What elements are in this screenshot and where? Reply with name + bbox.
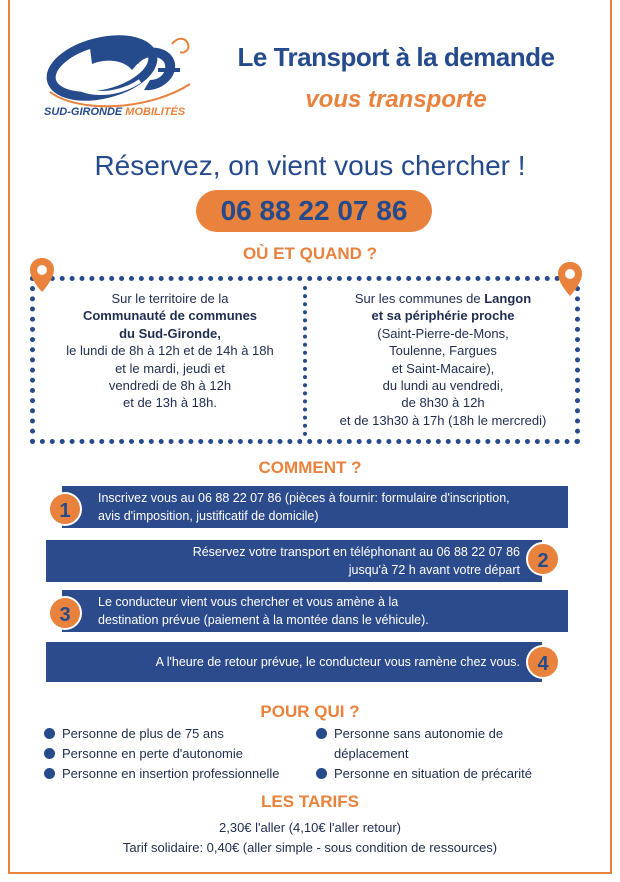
step-bar	[46, 540, 542, 582]
price-line: Tarif solidaire: 0,40€ (aller simple - sous condition de ressources)	[122, 840, 498, 855]
where-left-line: et le mardi, jeudi et	[115, 360, 225, 376]
who-list-right	[314, 724, 532, 784]
where-right-line: (Saint-Pierre-de-Mons,	[377, 325, 509, 341]
where-right-line: et sa périphérie proche	[371, 308, 515, 324]
step-bar	[62, 590, 568, 632]
reserve-headline: Réservez, on vient vous chercher !	[94, 150, 526, 181]
step-number: 2	[526, 542, 560, 576]
step-number: 4	[526, 645, 560, 679]
where-left-line: le lundi de 8h à 12h et de 14h à 18h	[66, 343, 274, 359]
step-text: Inscrivez vous au 06 88 22 07 86 (pièces à fournir: formulaire d'inscription,	[98, 491, 510, 505]
where-right-line: et Saint-Macaire),	[391, 360, 495, 376]
where-left-line: Sur le territoire de la	[111, 291, 229, 306]
page-title: Le Transport à la demande	[237, 42, 555, 72]
where-right-line: du lundi au vendredi,	[382, 378, 504, 394]
where-when-divider	[303, 286, 307, 436]
where-left-line: du Sud-Gironde,	[119, 325, 221, 341]
step-text: jusqu'à 72 h avant votre départ	[348, 563, 520, 577]
where-left-column	[42, 290, 298, 412]
step-text: Réservez votre transport en téléphonant au 06 88 22 07 86	[192, 545, 520, 559]
list-item: Personne en situation de précarité	[314, 764, 532, 784]
sud-gironde-logo	[40, 26, 200, 116]
where-right-column	[312, 290, 574, 429]
step-bar	[62, 486, 568, 528]
list-item: Personne en insertion professionnelle	[42, 764, 280, 784]
who-list-left	[42, 724, 280, 784]
step-number: 1	[48, 492, 82, 526]
phone-number-badge: 06 88 22 07 86	[196, 190, 432, 232]
step-text: Le conducteur vient vous chercher et vous amène à la	[98, 595, 399, 609]
list-item: Personne de plus de 75 ans	[42, 724, 280, 744]
step-text: A l'heure de retour prévue, le conducteur vous ramène chez vous.	[155, 655, 520, 669]
list-item: Personne sans autonomie de déplacement	[314, 724, 532, 764]
logo-wordmark: SUD-GIRONDE MOBILITÉS	[44, 106, 186, 118]
prices-heading: LES TARIFS	[261, 792, 359, 811]
who-heading: POUR QUI ?	[260, 702, 360, 721]
how-heading: COMMENT ?	[258, 458, 362, 477]
where-left-line: et de 13h à 18h.	[123, 395, 217, 411]
where-left-line: Communauté de communes	[82, 308, 258, 324]
page-subtitle: vous transporte	[305, 86, 487, 113]
where-left-line: vendredi de 8h à 12h	[108, 378, 232, 394]
where-right-line: Sur les communes de Langon	[354, 291, 532, 306]
step-bar	[46, 642, 542, 682]
step-number: 3	[48, 596, 82, 630]
where-right-line: Toulenne, Fargues	[389, 343, 497, 359]
step-text: destination prévue (paiement à la montée dans le véhicule).	[98, 613, 429, 627]
step-text: avis d'imposition, justificatif de domicile)	[98, 509, 319, 523]
where-right-line: de 8h30 à 12h	[401, 395, 485, 411]
list-item: Personne en perte d'autonomie	[42, 744, 280, 764]
where-right-line: et de 13h30 à 17h (18h le mercredi)	[339, 412, 547, 428]
location-pin-icon	[30, 258, 54, 292]
where-when-heading: OÙ ET QUAND ?	[242, 244, 378, 263]
price-line: 2,30€ l'aller (4,10€ l'aller retour)	[219, 820, 401, 835]
